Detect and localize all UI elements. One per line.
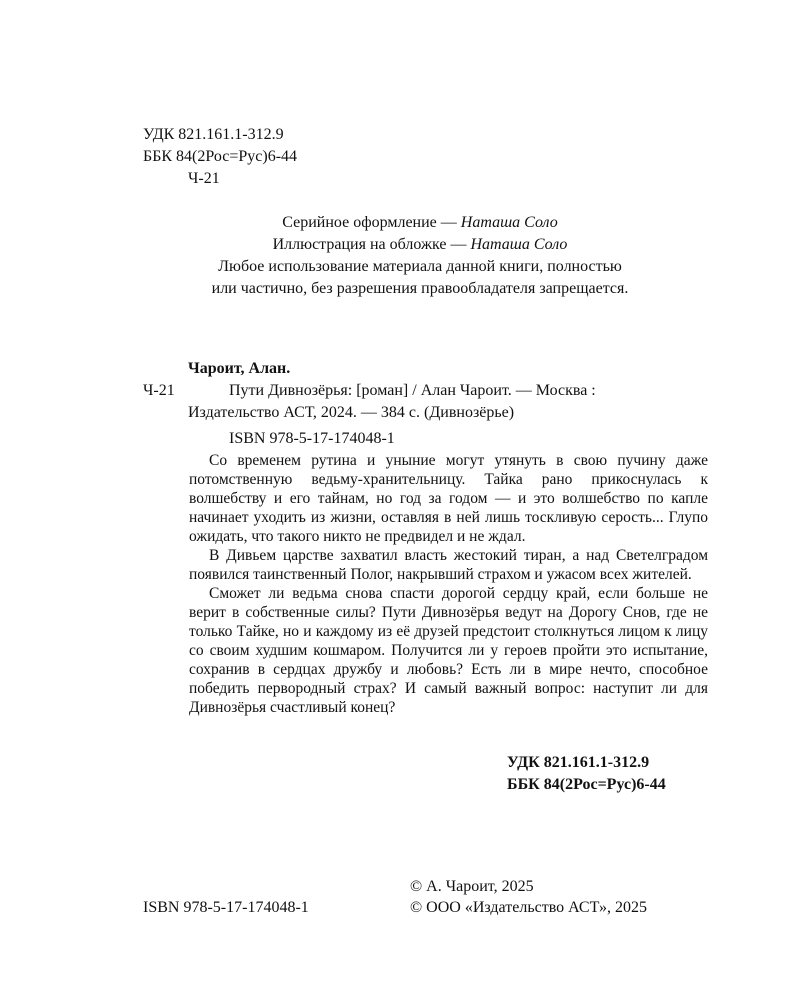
udk-code-bold: УДК 821.161.1-312.9 — [507, 754, 650, 771]
author-mark: Ч-21 — [188, 170, 220, 187]
illustration-name: Наташа Соло — [470, 236, 568, 253]
bbk-code-bold: ББК 84(2Рос=Рус)6-44 — [507, 776, 666, 793]
annotation — [189, 451, 708, 717]
copyright-publisher: © ООО «Издательство АСТ», 2025 — [410, 899, 647, 916]
series-design-credit — [100, 212, 740, 234]
catalog-author-mark: Ч-21 — [143, 382, 175, 399]
series-design-label: Серийное оформление — — [282, 214, 461, 231]
rights-notice-line1: Любое использование материала данной книги, полностью — [218, 258, 622, 275]
series-design-name: Наташа Соло — [460, 214, 558, 231]
credits-block — [100, 212, 740, 300]
copyright-author: © А. Чароит, 2025 — [410, 878, 534, 895]
annotation-paragraph-3: Сможет ли ведьма снова спасти дорогой сердцу край, если больше не верит в собственные силы? Пути Дивнозёрья ведут на Дорогу Снов, где не только Тайке, но и каждому из её друзей предстоит столкнуться лицом к лицу со своим худшим кошмаром. Получится ли у героев пройти это испытание, сохранив в сердцах дружбу и любовь? Есть ли в мире нечто, способное победить первородный страх? И самый важный вопрос: наступит ли для Дивнозёрья счастливый конец? — [189, 585, 708, 716]
annotation-paragraph-1: Со временем рутина и уныние могут утянуть в свою пучину даже потомственную ведьму-хранительницу. Тайка рано прикоснулась к волшебству и его тайнам, но год за годом — и это волшебство по капле начинает уходить из жизни, оставляя в ней лишь тоскливую серость... Глупо ожидать, что такого никто не предвидел и не ждал. — [189, 452, 708, 545]
footer-isbn: ISBN 978-5-17-174048-1 — [143, 899, 309, 916]
illustration-label: Иллюстрация на обложке — — [272, 236, 471, 253]
udk-code: УДК 821.161.1-312.9 — [143, 126, 284, 143]
catalog-isbn: ISBN 978-5-17-174048-1 — [229, 430, 395, 447]
illustration-credit — [100, 234, 740, 256]
catalog-title-line1: Пути Дивнозёрья: [роман] / Алан Чароит. — Москва : — [229, 382, 596, 399]
annotation-paragraph-2: В Дивьем царстве захватил власть жестокий тиран, а над Светелградом появился таинственный Полог, накрывший страхом и ужасом всех жителей. — [189, 547, 708, 583]
catalog-author-heading: Чароит, Алан. — [188, 360, 291, 377]
rights-notice-line2: или частично, без разрешения правообладателя запрещается. — [211, 280, 629, 297]
catalog-title-line2: Издательство АСТ, 2024. — 384 с. (Дивнозёрье) — [188, 404, 515, 421]
bbk-code: ББК 84(2Рос=Рус)6-44 — [143, 148, 298, 165]
